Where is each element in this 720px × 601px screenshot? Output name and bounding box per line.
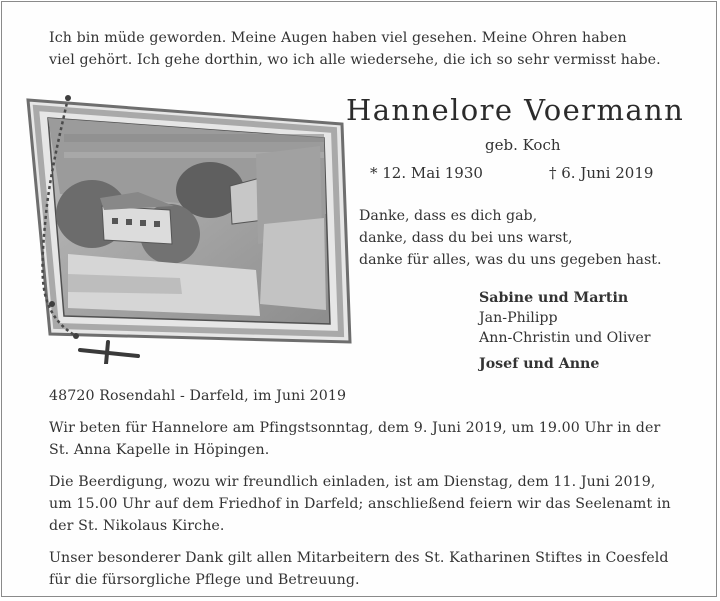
place-date: 48720 Rosendahl - Darfeld, im Juni 2019 xyxy=(49,388,347,404)
prayer-line-2: St. Anna Kapelle in Höpingen. xyxy=(49,442,270,458)
quote-line-3: danke für alles, was du uns gegeben hast. xyxy=(359,252,662,268)
obituary-notice xyxy=(1,1,717,597)
thanks-line-2: für die fürsorgliche Pflege und Betreuung. xyxy=(49,572,360,588)
maiden-name: geb. Koch xyxy=(485,136,561,154)
family-group-3: Ann-Christin und Oliver xyxy=(479,330,651,346)
prayer-line-1: Wir beten für Hannelore am Pfingstsonntag, dem 9. Juni 2019, um 19.00 Uhr in der xyxy=(49,420,661,436)
thanks-line-1: Unser besonderer Dank gilt allen Mitarbeitern des St. Katharinen Stiftes in Coesfeld xyxy=(49,550,669,566)
funeral-line-2: um 15.00 Uhr auf dem Friedhof in Darfeld; anschließend feiern wir das Seelenamt in xyxy=(49,496,671,512)
death-date: † 6. Juni 2019 xyxy=(549,164,654,182)
intro-line-1: Ich bin müde geworden. Meine Augen haben viel gesehen. Meine Ohren haben xyxy=(49,30,627,46)
quote-line-2: danke, dass du bei uns warst, xyxy=(359,230,573,246)
life-dates xyxy=(370,164,654,182)
deceased-name: Hannelore Voermann xyxy=(346,93,685,127)
funeral-line-1: Die Beerdigung, wozu wir freundlich einladen, ist am Dienstag, dem 11. Juni 2019, xyxy=(49,474,656,490)
family-group-1: Sabine und Martin xyxy=(479,290,629,306)
birth-date: * 12. Mai 1930 xyxy=(370,164,483,182)
framed-photo xyxy=(20,94,352,364)
family-group-2: Jan-Philipp xyxy=(479,310,558,326)
quote-line-1: Danke, dass es dich gab, xyxy=(359,208,538,224)
intro-line-2: viel gehört. Ich gehe dorthin, wo ich alle wiedersehe, die ich so sehr vermisst habe. xyxy=(49,52,661,68)
family-group-4: Josef und Anne xyxy=(479,356,600,372)
funeral-line-3: der St. Nikolaus Kirche. xyxy=(49,518,225,534)
